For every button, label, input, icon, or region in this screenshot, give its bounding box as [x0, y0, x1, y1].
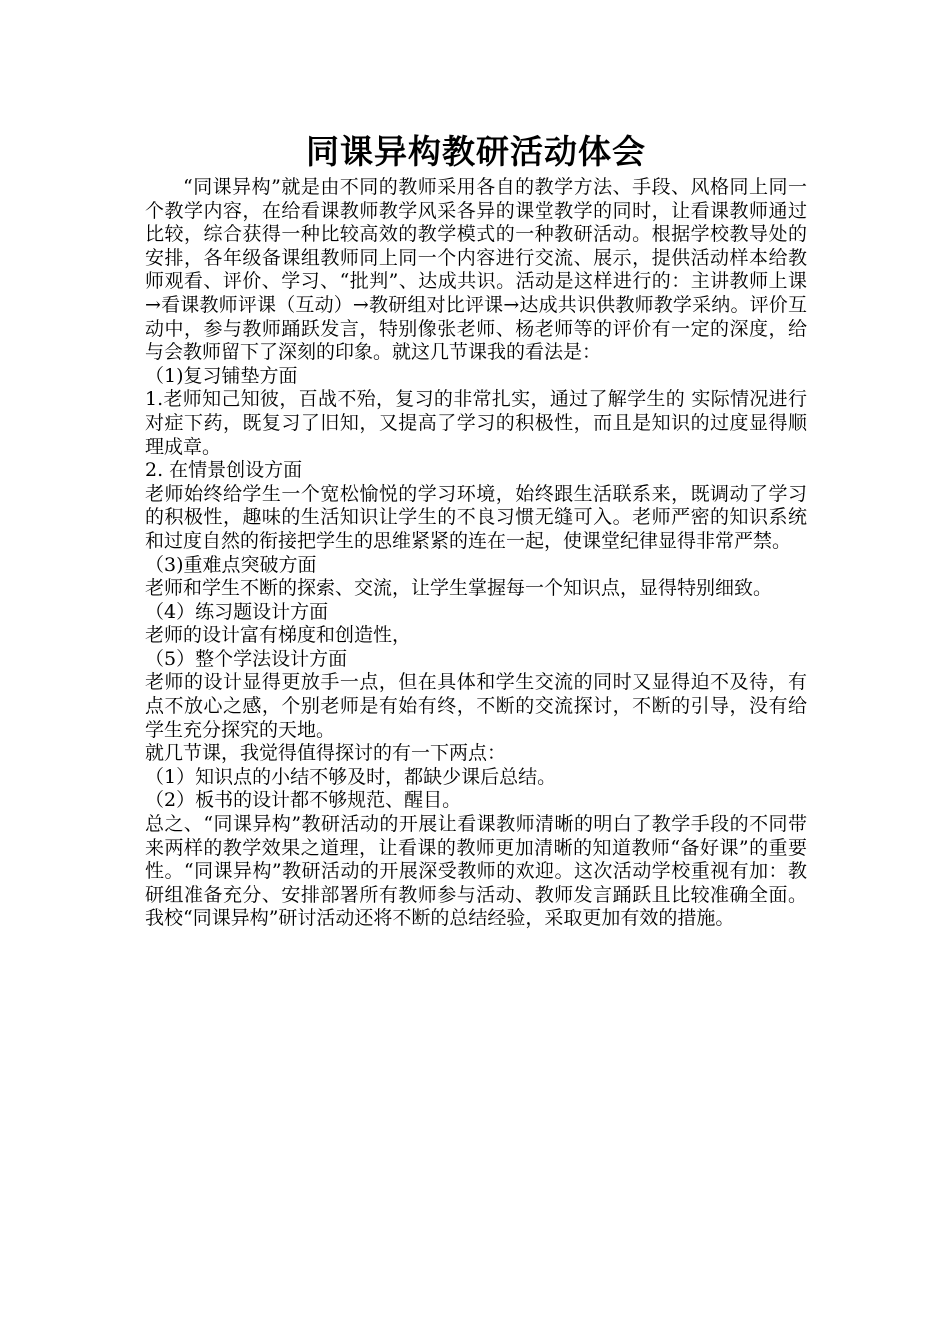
document-title: 同课异构教研活动体会: [306, 132, 646, 171]
paragraph: （3)重难点突破方面: [145, 553, 317, 576]
paragraph: 老师的设计富有梯度和创造性，: [145, 624, 412, 647]
paragraph: （5）整个学法设计方面: [145, 647, 348, 670]
paragraph: 老师的设计显得更放手一点，但在具体和学生交流的同时又显得迫不及待，有点不放心之感，个别老师是有始有终，不断的交流探讨，不断的引导，没有给学生充分探究的天地。: [145, 671, 807, 741]
paragraph: 2. 在情景创设方面: [145, 459, 303, 482]
paragraph: 老师始终给学生一个宽松愉悦的学习环境，始终跟生活联系来，既调动了学习的积极性，趣味的生活知识让学生的不良习惯无缝可入。老师严密的知识系统和过度自然的衔接把学生的思维紧紧的连在一起，使课堂纪律显得非常严禁。: [145, 482, 807, 552]
paragraph: （4）练习题设计方面: [145, 600, 329, 623]
paragraph: 总之、“同课异构”教研活动的开展让看课教师清晰的明白了教学手段的不同带来两样的教学效果之道理，让看课的教师更加清晰的知道教师“备好课”的重要性。“同课异构”教研活动的开展深受教师的欢迎。这次活动学校重视有加：教研组准备充分、安排部署所有教师参与活动、教师发言踊跃且比较准确全面。我校“同课异构”研讨活动还将不断的总结经验，采取更加有效的措施。: [145, 813, 807, 930]
document-body: [145, 130, 807, 931]
paragraph-list: [145, 176, 807, 931]
paragraph: 1.老师知己知彼，百战不殆，复习的非常扎实，通过了解学生的 实际情况进行对症下药，既复习了旧知，又提高了学习的积极性，而且是知识的过度显得顺理成章。: [145, 388, 807, 458]
paragraph: （2）板书的设计都不够规范、醒目。: [145, 789, 462, 812]
paragraph: 就几节课，我觉得值得探讨的有一下两点：: [145, 742, 507, 765]
paragraph: “同课异构”就是由不同的教师采用各自的教学方法、手段、风格同上同一个教学内容，在给看课教师教学风采各异的课堂教学的同时，让看课教师通过比较，综合获得一种比较高效的教学模式的一种教研活动。根据学校教导处的安排，各年级备课组教师同上同一个内容进行交流、展示，提供活动样本给教师观看、评价、学习、“批判”、达成共识。活动是这样进行的：主讲教师上课→看课教师评课（互动）→教研组对比评课→达成共识供教师教学采纳。评价互动中，参与教师踊跃发言，特别像张老师、杨老师等的评价有一定的深度，给与会教师留下了深刻的印象。就这几节课我的看法是：: [145, 176, 807, 364]
paragraph: （1）知识点的小结不够及时，都缺少课后总结。: [145, 765, 557, 788]
paragraph: （1)复习铺垫方面: [145, 364, 298, 387]
paragraph: 老师和学生不断的探索、交流，让学生掌握每一个知识点，显得特别细致。: [145, 577, 773, 600]
